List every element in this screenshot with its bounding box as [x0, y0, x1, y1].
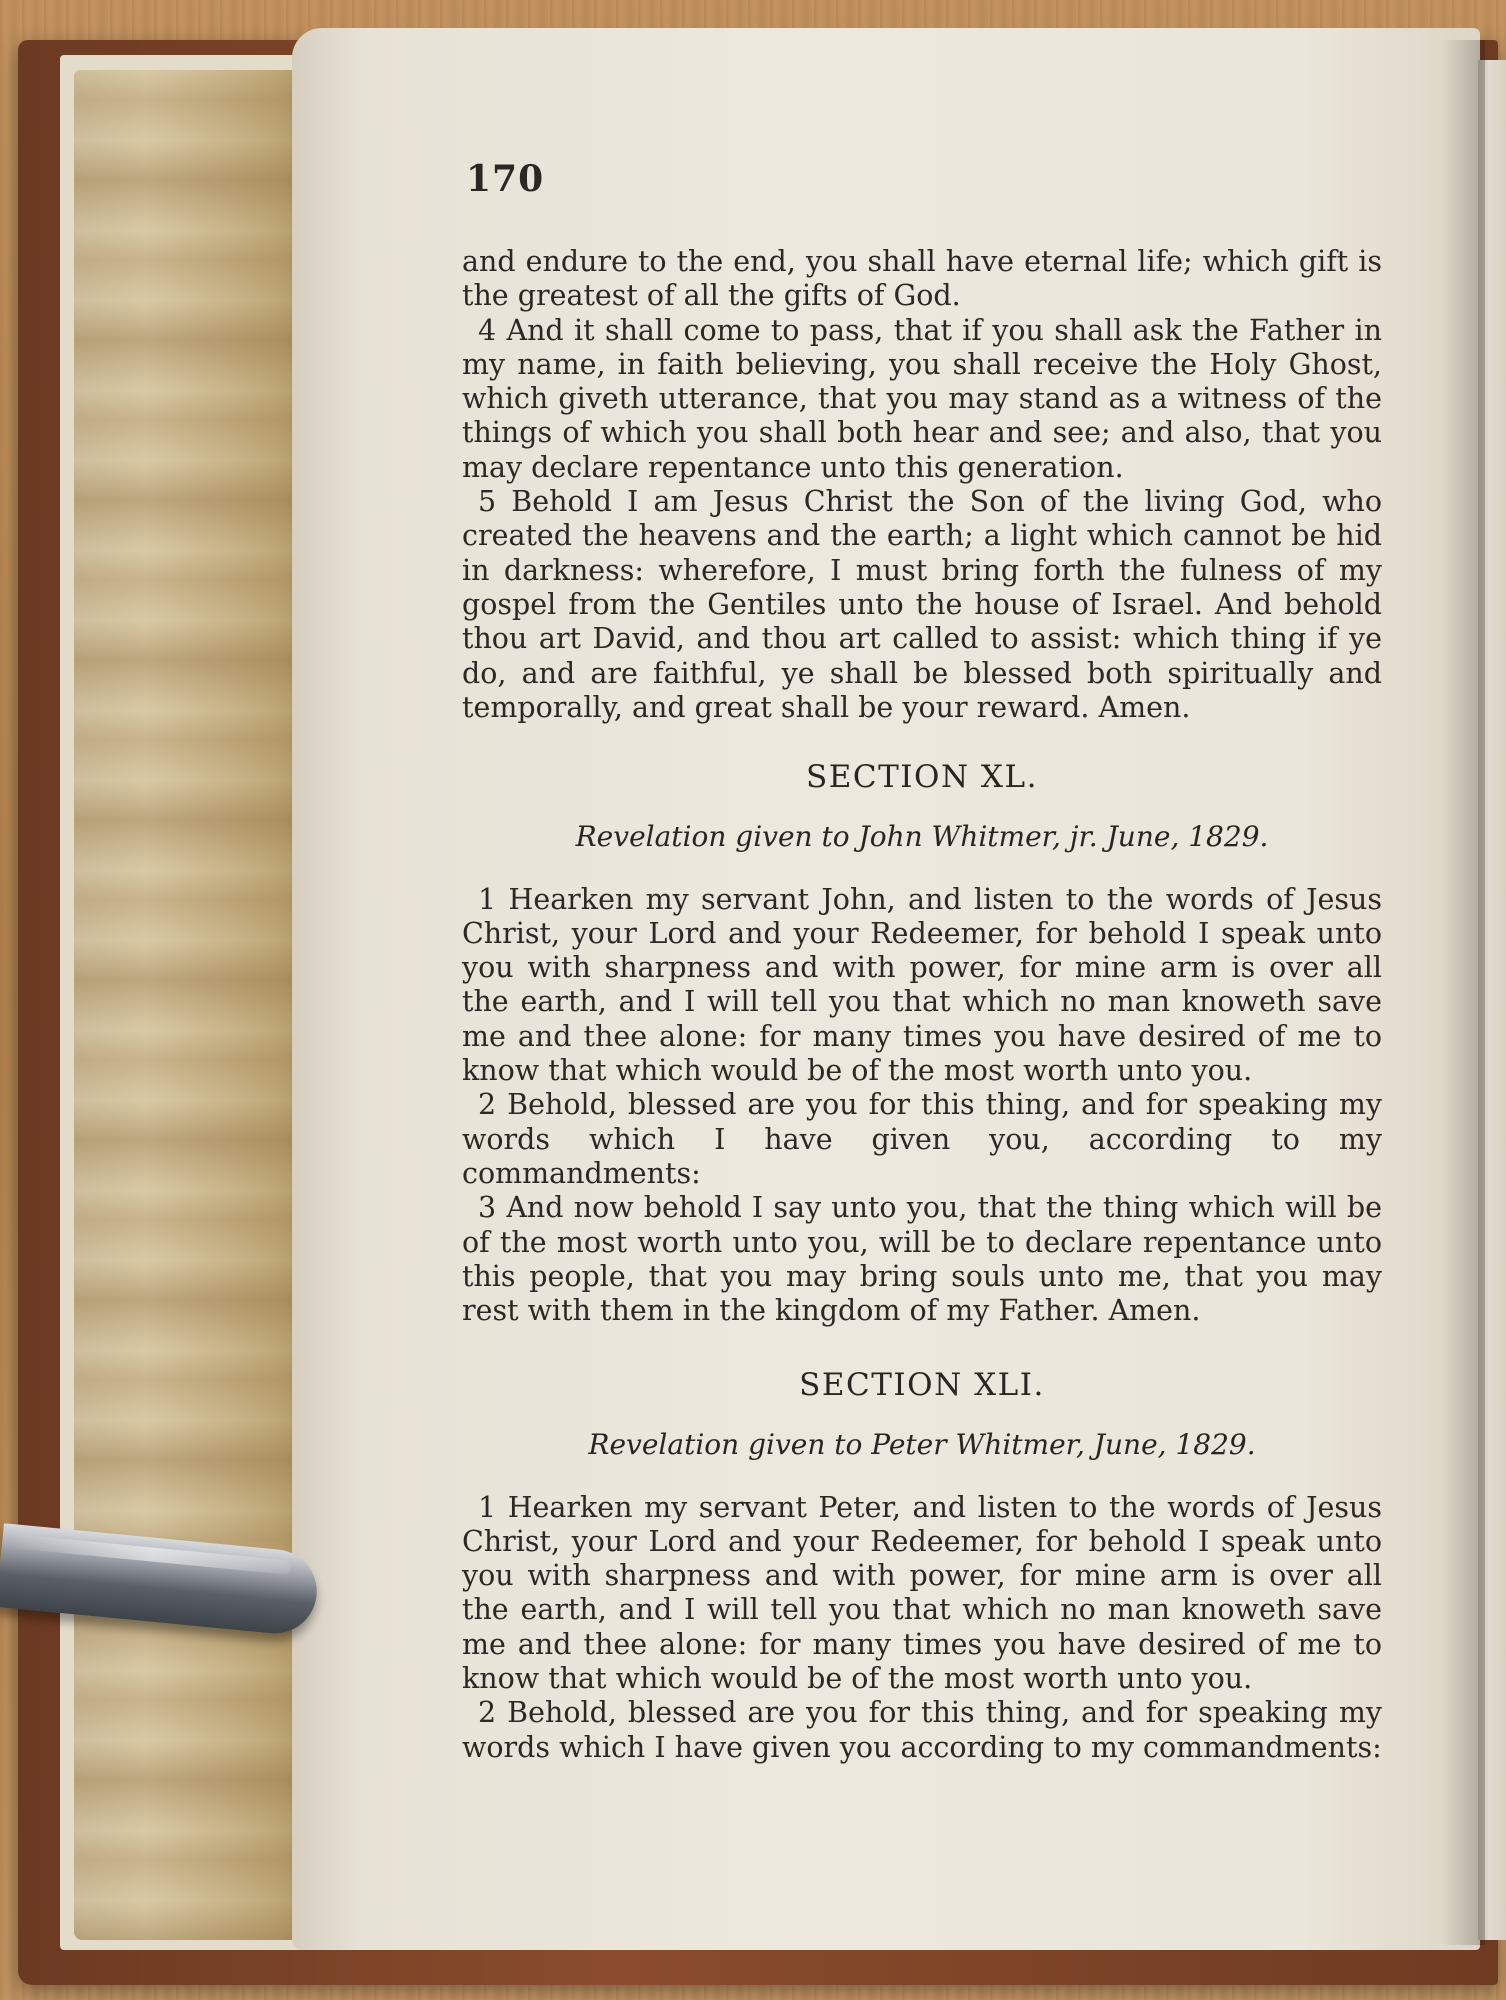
verse-number: 5: [478, 485, 497, 519]
verse-3: [462, 1191, 1382, 1328]
verse-text: Hearken my servant Peter, and listen to the words of Jesus Christ, your Lord and your Redeemer, for behold I speak unto you with sharpness and with power, for mine arm is over all the earth, and I will tell you that which no man knoweth save me and thee alone: for many times you have desired of me to know that which would be of the most worth unto you.: [462, 1490, 1382, 1696]
verse-text: Behold, blessed are you for this thing, and for speaking my words which I have given you, according to my commandments:: [462, 1088, 1382, 1190]
verse-2: [462, 1696, 1382, 1765]
verse-2: [462, 1088, 1382, 1191]
verse-number: 3: [478, 1191, 497, 1225]
verse-5: [462, 485, 1382, 725]
page-fore-edge: [74, 70, 314, 1940]
verse-text: Behold I am Jesus Christ the Son of the living God, who created the heavens and the earth; a light which cannot be hid in darkness: wherefore, I must bring forth the fulness of my gospel from the Gentiles unto the house of Israel. And behold thou art David, and thou art called to assist: which thing if ye do, and are faithful, ye shall be blessed both spiritually and temporally, and great shall be your reward. Amen.: [462, 485, 1383, 724]
section-subheading: Revelation given to Peter Whitmer, June, 1829.: [588, 1428, 1256, 1462]
gutter-shadow: [1440, 40, 1485, 1945]
section-heading: SECTION XLI.: [799, 1367, 1045, 1403]
verse-number: 4: [478, 313, 497, 347]
verse-4: [462, 314, 1382, 485]
section-40: [462, 760, 1382, 1328]
verse-1: [462, 1491, 1382, 1697]
page-number: 170: [466, 158, 545, 200]
verse-number: 1: [478, 882, 497, 916]
verse-number: 2: [478, 1696, 497, 1730]
section-41: [462, 1368, 1382, 1765]
verse-text: Behold, blessed are you for this thing, and for speaking my words which I have given you according to my commandments:: [462, 1696, 1382, 1764]
continuation-paragraph: and endure to the end, you shall have eternal life; which gift is the greatest of all the gifts of God.: [462, 245, 1382, 313]
page-body-top: [462, 245, 1382, 725]
section-heading: SECTION XL.: [806, 759, 1038, 795]
section-subheading: Revelation given to John Whitmer, jr. June, 1829.: [575, 820, 1269, 854]
verse-number: 1: [478, 1490, 497, 1524]
verse-number: 2: [478, 1088, 497, 1122]
verse-text: And it shall come to pass, that if you shall ask the Father in my name, in faith believing, you shall receive the Holy Ghost, which giveth utterance, that you may stand as a witness of the things of which you shall both hear and see; and also, that you may declare repentance unto this generation.: [462, 313, 1382, 484]
verse-text: Hearken my servant John, and listen to the words of Jesus Christ, your Lord and your Redeemer, for behold I speak unto you with sharpness and with power, for mine arm is over all the earth, and I will tell you that which no man knoweth save me and thee alone: for many times you have desired of me to know that which would be of the most worth unto you.: [462, 882, 1382, 1088]
verse-1: [462, 883, 1382, 1089]
verse-text: And now behold I say unto you, that the thing which will be of the most worth unto you, will be to declare repentance unto this people, that you may bring souls unto me, that you may rest with them in the kingdom of my Father. Amen.: [462, 1191, 1382, 1328]
